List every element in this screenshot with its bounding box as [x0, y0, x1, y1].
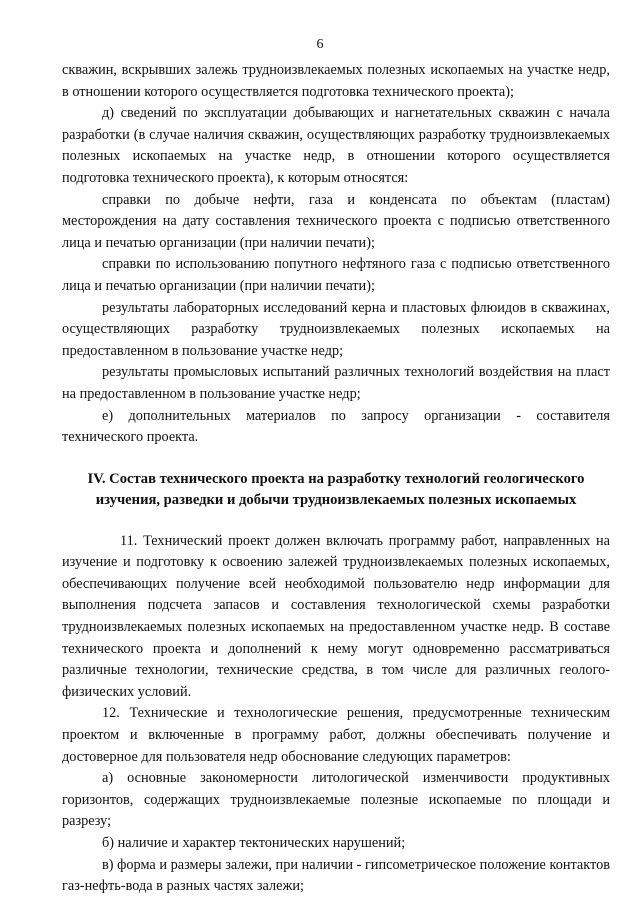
paragraph: справки по добыче нефти, газа и конденсата по объектам (пластам) месторождения на дату составления технического проекта с подписью ответственного лица и печатью организации (при наличии печати); — [62, 191, 610, 251]
paragraph: справки по использованию попутного нефтяного газа с подписью ответственного лица и печатью организации (при наличии печати); — [62, 256, 610, 294]
paragraph: 12. Технические и технологические решения, предусмотренные техническим проектом и включенные в программу работ, должны обеспечивать получение и достоверное для пользователя недр обоснование следующих параметров: — [62, 705, 610, 765]
page-number: 6 — [316, 37, 324, 52]
paragraph: а) основные закономерности литологической изменчивости продуктивных горизонтов, содержащих трудноизвлекаемые полезные ископаемые по площади и разрезу; — [62, 770, 610, 830]
paragraph: результаты промысловых испытаний различных технологий воздействия на пласт на предоставленном в пользование участке недр; — [62, 364, 610, 402]
paragraph: скважин, вскрывших залежь трудноизвлекаемых полезных ископаемых на участке недр, в отношении которого осуществляется подготовка технического проекта); — [62, 62, 610, 100]
document-body — [62, 60, 610, 898]
paragraph: е) дополнительных материалов по запросу организации - составителя технического проекта. — [62, 407, 610, 446]
paragraph: результаты лабораторных исследований керна и пластовых флюидов в скважинах, осуществляющих разработку трудноизвлекаемых полезных ископаемых на предоставленном в пользование участке недр; — [62, 299, 610, 359]
paragraph: 11. Технический проект должен включать программу работ, направленных на изучение и подготовку к освоению залежей трудноизвлекаемых полезных ископаемых, обеспечивающих получение всей необходимой пользователю недр информации для выполнения подсчета запасов и составления технологической схемы разработки трудноизвлекаемых полезных ископаемых на предоставленном участке недр. В составе технического проекта и дополнений к нему могут одновременно рассматриваться различные технологии, технические средства, в том числе для различных геолого-физических условий. — [62, 532, 610, 700]
paragraph: д) сведений по эксплуатации добывающих и нагнетательных скважин с начала разработки (в случае наличия скважин, осуществляющих разработку трудноизвлекаемых полезных ископаемых на участке недр, в отношении которого осуществляется подготовка технического проекта), к которым относятся: — [62, 105, 610, 186]
paragraph: в) форма и размеры залежи, при наличии - гипсометрическое положение контактов газ-нефть-вода в разных частях залежи; — [62, 856, 610, 895]
paragraph: б) наличие и характер тектонических нарушений; — [102, 835, 406, 851]
section-heading-line: IV. Состав технического проекта на разработку технологий геологического — [87, 470, 585, 487]
section-heading — [62, 469, 610, 511]
section-heading-line: изучения, разведки и добычи трудноизвлекаемых полезных ископаемых — [95, 491, 577, 508]
